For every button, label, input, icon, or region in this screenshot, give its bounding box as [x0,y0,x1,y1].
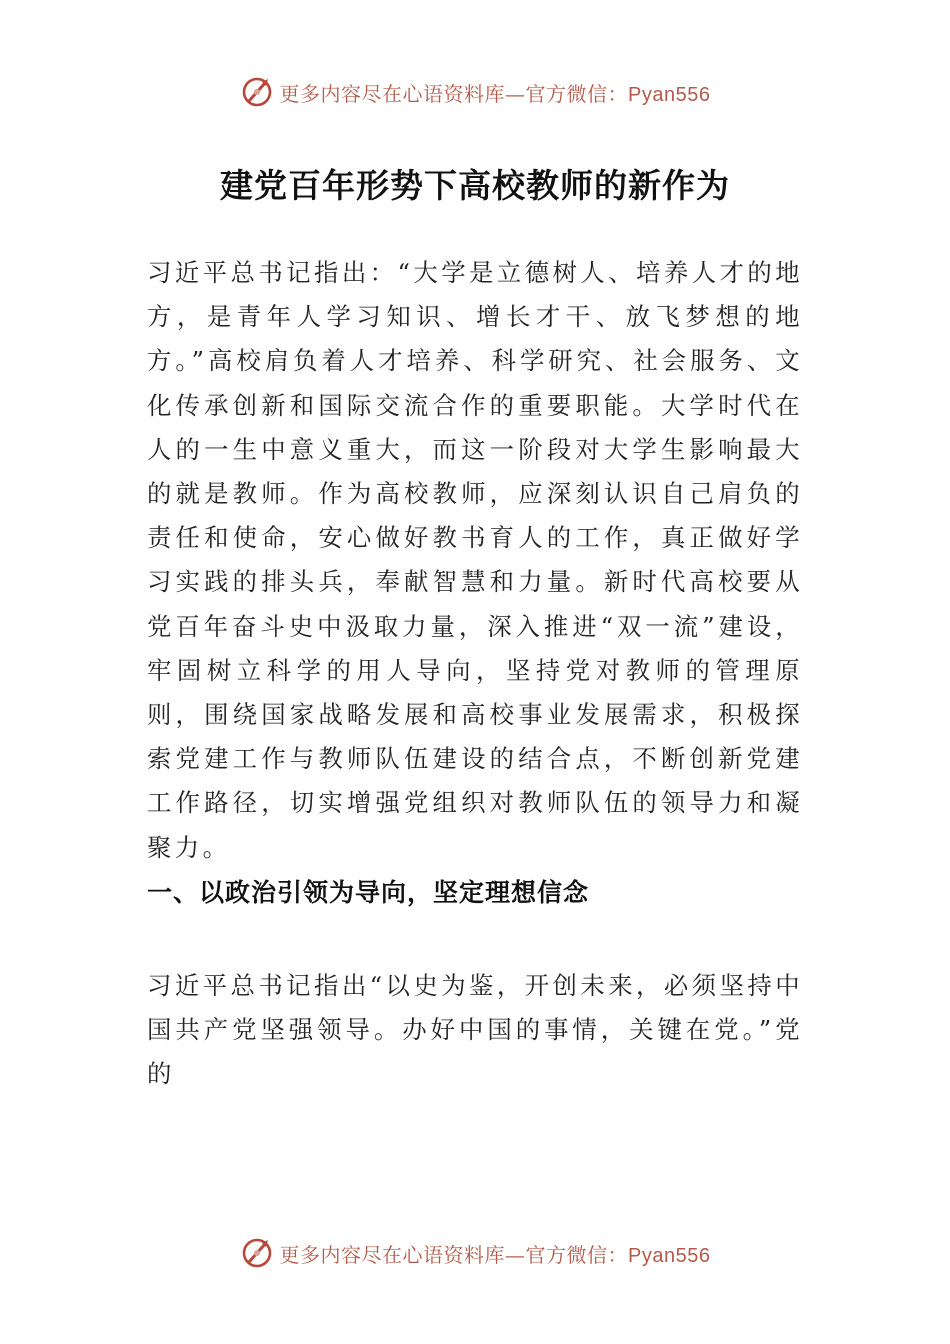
pen-circle-logo-icon [240,1236,274,1270]
header-banner [0,72,950,112]
paragraph-intro: 习近平总书记指出：“大学是立德树人、培养人才的地方，是青年人学习知识、增长才干、放飞梦想的地方。”高校肩负着人才培养、科学研究、社会服务、文化传承创新和国际交流合作的重要职能。大学时代在人的一生中意义重大，而这一阶段对大学生影响最大的就是教师。作为高校教师，应深刻认识自己肩负的责任和使命，安心做好教书育人的工作，真正做好学习实践的排头兵，奉献智慧和力量。新时代高校要从党百年奋斗史中汲取力量，深入推进“双一流”建设，牢固树立科学的用人导向，坚持党对教师的管理原则，围绕国家战略发展和高校事业发展需求，积极探索党建工作与教师队伍建设的结合点，不断创新党建工作路径，切实增强党组织对教师队伍的领导力和凝聚力。 [147,258,803,862]
section-heading-1: 一、以政治引领为导向，坚定理想信念 [147,878,590,907]
wechat-id: Pyan556 [628,1244,711,1267]
paragraph-section-1: 习近平总书记指出“以史为鉴，开创未来，必须坚持中国共产党坚强领导。办好中国的事情，关键在党。”党的 [147,971,803,1089]
document-title: 建党百年形势下高校教师的新作为 [220,166,730,205]
wechat-id: Pyan556 [628,83,711,106]
banner-text: 更多内容尽在心语资料库—官方微信：Pyan556 [279,1242,711,1267]
banner-text: 更多内容尽在心语资料库—官方微信：Pyan556 [279,81,711,106]
footer-banner [0,1233,950,1273]
pen-circle-logo-icon [240,75,274,109]
